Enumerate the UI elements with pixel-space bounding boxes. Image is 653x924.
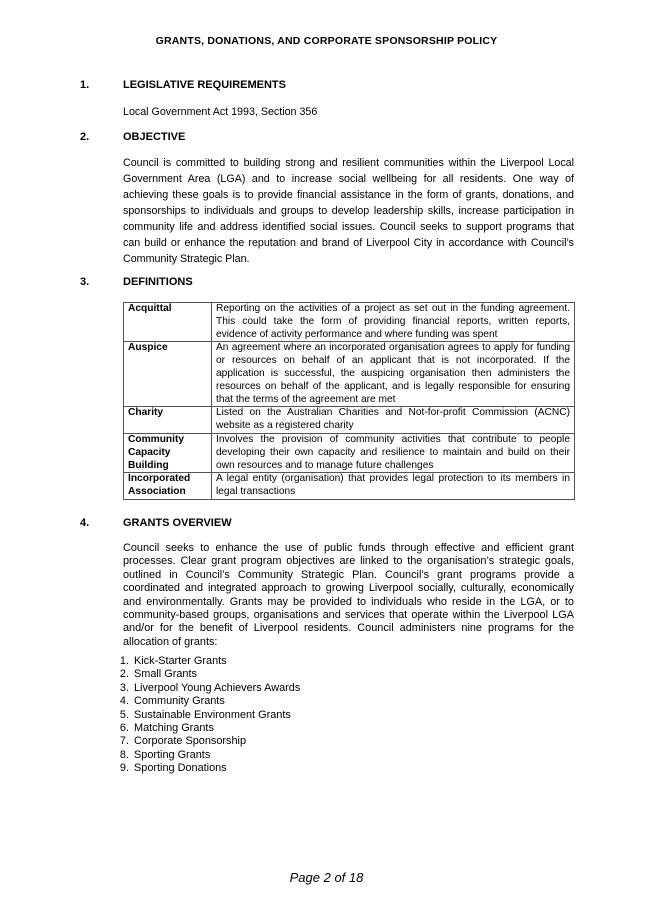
table-row (124, 473, 575, 500)
legislative-text: Local Government Act 1993, Section 356 (123, 106, 318, 118)
list-item: 7. Corporate Sponsorship (132, 735, 300, 748)
list-item: 9. Sporting Donations (132, 762, 300, 775)
section-title: DEFINITIONS (123, 276, 193, 288)
table-row (124, 433, 575, 472)
section-number: 4. (80, 517, 90, 529)
list-item: 1. Kick-Starter Grants (132, 655, 300, 668)
programs-list (118, 655, 300, 776)
list-item: 3. Liverpool Young Achievers Awards (132, 682, 300, 695)
definition-text: Reporting on the activities of a project as set out in the funding agreement. This could take the form of providing financial reports, written reports, evidence of activity performance and where funding was spent (212, 303, 575, 342)
grants-overview-paragraph: Council seeks to enhance the use of public funds through effective and efficient grant processes. Clear grant program objectives are linked to the organisation’s strategic goals, outlined in Council’s Community Strategic Plan. Council’s grant programs provide a coordinated and integrated approach to growing Liverpool socially, culturally, economically and environmentally. Grants may be provided to individuals who reside in the LGA, or to community-based groups, organisations and services that operate within the Liverpool LGA and/or for the benefit of Liverpool residents. Council administers nine programs for the allocation of grants: (123, 542, 574, 648)
definition-term: Auspice (124, 342, 212, 407)
objective-paragraph: Council is committed to building strong and resilient communities within the Liverpool Local Government Area (LGA) and to increase social wellbeing for all residents. One way of achieving these goals is to provide financial assistance in the form of grants, donations, and sponsorships to individuals and groups to develop leadership skills, increase participation in community life and address identified social issues. Council seeks to support programs that can build or enhance the reputation and brand of Liverpool City in accordance with Council’s Community Strategic Plan. (123, 157, 574, 265)
definitions-table (123, 302, 575, 500)
section-title: OBJECTIVE (123, 131, 186, 143)
definition-text: Listed on the Australian Charities and Not-for-profit Commission (ACNC) website as a registered charity (212, 407, 575, 434)
list-item: 4. Community Grants (132, 695, 300, 708)
section-number: 1. (80, 79, 90, 91)
definition-term: Acquittal (124, 303, 212, 342)
list-item: 5. Sustainable Environment Grants (132, 709, 300, 722)
table-row (124, 407, 575, 434)
definition-term: Charity (124, 407, 212, 434)
page-number: Page 2 of 18 (289, 870, 364, 885)
section-title: LEGISLATIVE REQUIREMENTS (123, 79, 286, 91)
section-number: 3. (80, 276, 90, 288)
table-row (124, 342, 575, 407)
section-number: 2. (80, 131, 90, 143)
definition-term: Community Capacity Building (124, 433, 212, 472)
definition-text: Involves the provision of community activities that contribute to people developing their own capacity and resilience to maintain and build on their own resources and to manage future challenges (212, 433, 575, 472)
definition-text: A legal entity (organisation) that provides legal protection to its members in legal transactions (212, 473, 575, 500)
section-title: GRANTS OVERVIEW (123, 517, 232, 529)
list-item: 6. Matching Grants (132, 722, 300, 735)
table-row (124, 303, 575, 342)
list-item: 8. Sporting Grants (132, 749, 300, 762)
list-item: 2. Small Grants (132, 668, 300, 681)
definition-text: An agreement where an incorporated organisation agrees to apply for funding or resources on behalf of an applicant that is not incorporated. If the application is successful, the auspicing organisation then administers the resources on behalf of the applicant, and is legally responsible for ensuring that the terms of the agreement are met (212, 342, 575, 407)
page-header-title: GRANTS, DONATIONS, AND CORPORATE SPONSORSHIP POLICY (155, 35, 498, 47)
definition-term: Incorporated Association (124, 473, 212, 500)
